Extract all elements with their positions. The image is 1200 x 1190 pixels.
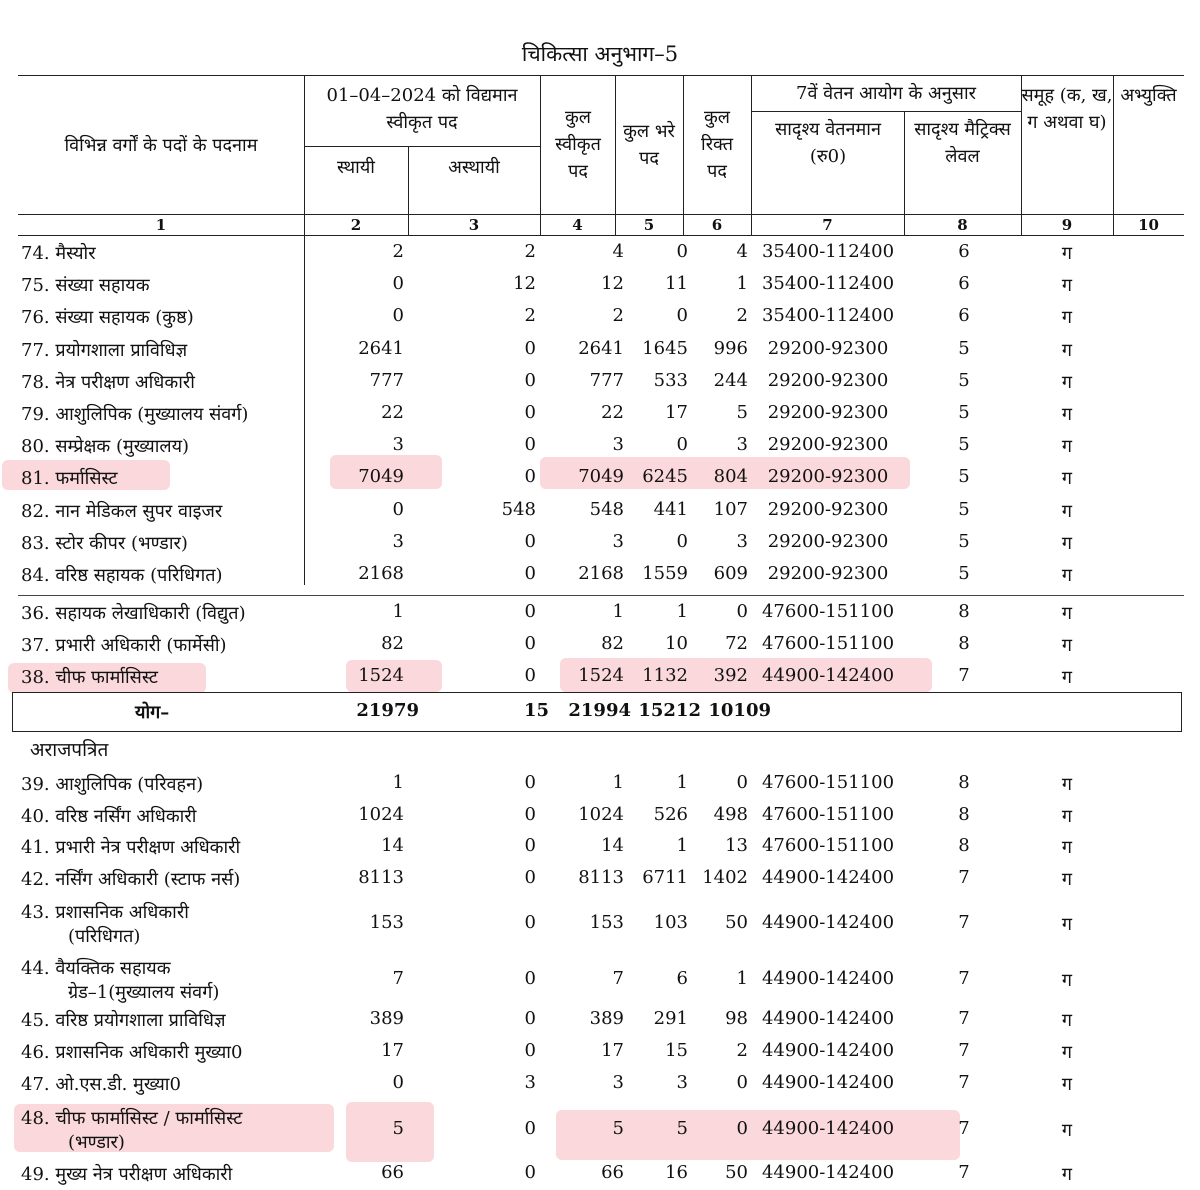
table-row <box>18 1158 1184 1190</box>
cell-temporary: 0 <box>524 369 536 391</box>
post-designation: 44. वैयक्तिक सहायक <box>21 958 171 979</box>
cell-matrix-level: 5 <box>958 563 970 584</box>
header-total-sanctioned: कुल स्वीकृत पद <box>555 107 601 182</box>
cell-matrix-level: 5 <box>958 369 970 391</box>
cell-permanent: 17 <box>381 1040 404 1061</box>
cell-total-filled: 441 <box>653 498 688 520</box>
cell-total-sanctioned: 548 <box>589 498 624 520</box>
cell-total-sanctioned: 14 <box>601 835 624 856</box>
cell-temporary: 0 <box>524 466 536 488</box>
cell-total-vacant: 50 <box>725 912 748 933</box>
cell-group: ग <box>1061 837 1073 858</box>
total-row <box>12 692 1182 732</box>
table-row <box>18 863 1184 895</box>
section-non-gazetted: अराजपत्रित <box>30 739 109 761</box>
cell-total-vacant: 498 <box>713 803 748 825</box>
cell-group: ग <box>1061 275 1073 297</box>
cell-matrix-level: 7 <box>958 665 970 686</box>
total-permanent: 21979 <box>356 700 419 721</box>
cell-total-filled: 526 <box>653 803 688 825</box>
cell-permanent: 1524 <box>358 665 404 686</box>
cell-group: ग <box>1061 1010 1073 1031</box>
cell-pay-scale: 29200-92300 <box>767 498 889 520</box>
cell-pay-scale: 47600-151100 <box>761 601 895 622</box>
cell-total-filled: 3 <box>676 1072 688 1093</box>
header-pay-group: 7वें वेतन आयोग के अनुसार <box>796 83 976 104</box>
table-row <box>18 1004 1184 1036</box>
post-designation: 83. स्टोर कीपर (भण्डार) <box>21 532 188 554</box>
table-row <box>18 1068 1184 1100</box>
cell-permanent: 153 <box>369 912 404 933</box>
table-row <box>18 831 1184 863</box>
cell-matrix-level: 5 <box>958 434 970 456</box>
cell-group: ग <box>1061 371 1073 393</box>
cell-permanent: 2168 <box>358 563 404 584</box>
cell-permanent: 7049 <box>358 466 404 488</box>
post-designation: 38. चीफ फार्मासिस्ट <box>21 667 158 688</box>
cell-group: ग <box>1061 243 1073 264</box>
cell-matrix-level: 6 <box>958 241 970 262</box>
post-designation-line2: ग्रेड–1(मुख्यालय संवर्ग) <box>68 982 220 1003</box>
cell-permanent: 0 <box>392 498 404 520</box>
cell-pay-scale: 44900-142400 <box>761 665 895 686</box>
post-designation: 40. वरिष्ठ नर्सिंग अधिकारी <box>21 805 197 827</box>
post-designation: 81. फर्मासिस्ट <box>21 468 118 490</box>
cell-total-vacant: 392 <box>713 665 748 686</box>
table-row <box>18 430 1184 462</box>
cell-pay-scale: 47600-151100 <box>761 803 895 825</box>
cell-group: ग <box>1061 404 1073 425</box>
cell-temporary: 0 <box>524 1118 536 1139</box>
cell-permanent: 1 <box>392 772 404 793</box>
cell-temporary: 0 <box>524 968 536 989</box>
cell-total-sanctioned: 3 <box>612 1072 624 1093</box>
cell-pay-scale: 29200-92300 <box>767 402 889 423</box>
table-row <box>18 952 1184 1006</box>
cell-total-filled: 6245 <box>642 466 688 488</box>
cell-total-sanctioned: 12 <box>601 273 624 295</box>
cell-total-sanctioned: 7049 <box>578 466 624 488</box>
cell-group: ग <box>1061 667 1073 688</box>
post-designation: 80. सम्प्रेक्षक (मुख्यालय) <box>21 436 190 458</box>
cell-total-filled: 5 <box>676 1118 688 1139</box>
header-matrix-level: सादृश्य मैट्रिक्स लेवल <box>914 119 1011 167</box>
cell-total-sanctioned: 22 <box>601 402 624 423</box>
cell-total-filled: 533 <box>653 369 688 391</box>
header-sanctioned-group: 01–04–2024 को विद्यमान स्वीकृत पद <box>326 85 518 133</box>
cell-total-vacant: 2 <box>736 1040 748 1061</box>
cell-pay-scale: 29200-92300 <box>767 563 889 584</box>
cell-temporary: 0 <box>524 835 536 856</box>
cell-matrix-level: 8 <box>958 835 970 856</box>
cell-matrix-level: 8 <box>958 601 970 622</box>
cell-temporary: 0 <box>524 803 536 825</box>
cell-total-sanctioned: 2168 <box>578 563 624 584</box>
post-designation: 49. मुख्य नेत्र परीक्षण अधिकारी <box>21 1164 233 1185</box>
table-row <box>18 1102 1184 1156</box>
cell-total-sanctioned: 2641 <box>578 337 624 359</box>
cell-matrix-level: 8 <box>958 772 970 793</box>
header-designation: विभिन्न वर्गों के पदों के पदनाम <box>64 135 258 156</box>
cell-total-sanctioned: 3 <box>612 434 624 456</box>
post-designation: 77. प्रयोगशाला प्राविधिज्ञ <box>21 339 188 361</box>
cell-matrix-level: 5 <box>958 402 970 423</box>
cell-total-filled: 1559 <box>642 563 688 584</box>
cell-temporary: 2 <box>524 241 536 262</box>
cell-total-vacant: 2 <box>736 305 748 327</box>
post-designation: 75. संख्या सहायक <box>21 275 150 297</box>
table-row <box>18 661 1184 693</box>
cell-group: ग <box>1061 1042 1073 1063</box>
cell-total-vacant: 0 <box>736 772 748 793</box>
cell-temporary: 0 <box>524 633 536 654</box>
header-total-vacant: कुल रिक्त पद <box>701 107 733 182</box>
post-designation: 46. प्रशासनिक अधिकारी मुख्या0 <box>21 1042 243 1063</box>
cell-total-sanctioned: 66 <box>601 1162 624 1183</box>
cell-total-sanctioned: 4 <box>612 241 624 262</box>
col-number: 1 <box>155 216 167 234</box>
cell-total-filled: 0 <box>676 241 688 262</box>
cell-pay-scale: 44900-142400 <box>761 1072 895 1093</box>
post-designation: 78. नेत्र परीक्षण अधिकारी <box>21 371 195 393</box>
cell-total-sanctioned: 777 <box>589 369 624 391</box>
cell-pay-scale: 47600-151100 <box>761 835 895 856</box>
cell-permanent: 7 <box>392 968 404 989</box>
cell-total-filled: 0 <box>676 434 688 456</box>
cell-pay-scale: 29200-92300 <box>767 530 889 552</box>
cell-pay-scale: 44900-142400 <box>761 1008 895 1029</box>
cell-total-sanctioned: 2 <box>612 305 624 327</box>
cell-temporary: 0 <box>524 402 536 423</box>
cell-temporary: 548 <box>501 498 536 520</box>
table-row <box>18 559 1184 591</box>
cell-permanent: 0 <box>392 305 404 327</box>
cell-matrix-level: 8 <box>958 803 970 825</box>
cell-temporary: 2 <box>524 305 536 327</box>
cell-pay-scale: 44900-142400 <box>761 912 895 933</box>
cell-matrix-level: 7 <box>958 912 970 933</box>
cell-pay-scale: 29200-92300 <box>767 466 889 488</box>
cell-group: ग <box>1061 774 1073 795</box>
table-row <box>18 1036 1184 1068</box>
cell-permanent: 389 <box>369 1008 404 1029</box>
post-designation: 45. वरिष्ठ प्रयोगशाला प्राविधिज्ञ <box>21 1010 226 1031</box>
table-row <box>18 269 1184 301</box>
cell-total-vacant: 72 <box>725 633 748 654</box>
cell-permanent: 3 <box>392 434 404 456</box>
header-total-filled: कुल भरे पद <box>623 121 675 169</box>
cell-total-vacant: 609 <box>713 563 748 584</box>
cell-temporary: 0 <box>524 665 536 686</box>
cell-group: ग <box>1061 500 1073 522</box>
post-designation: 84. वरिष्ठ सहायक (परिधिगत) <box>21 565 223 586</box>
cell-group: ग <box>1061 805 1073 827</box>
cell-matrix-level: 7 <box>958 866 970 888</box>
cell-temporary: 0 <box>524 601 536 622</box>
table-row <box>18 629 1184 661</box>
table-row <box>18 527 1184 559</box>
cell-total-filled: 1 <box>676 601 688 622</box>
cell-group: ग <box>1061 565 1073 586</box>
cell-matrix-level: 5 <box>958 530 970 552</box>
cell-temporary: 0 <box>524 337 536 359</box>
cell-total-sanctioned: 389 <box>589 1008 624 1029</box>
cell-temporary: 0 <box>524 866 536 888</box>
post-designation: 39. आशुलिपिक (परिवहन) <box>21 774 204 795</box>
col-number: 9 <box>1061 216 1073 234</box>
cell-total-filled: 15 <box>665 1040 688 1061</box>
cell-temporary: 12 <box>513 273 536 295</box>
cell-total-sanctioned: 1024 <box>578 803 624 825</box>
cell-permanent: 1024 <box>358 803 404 825</box>
post-designation: 41. प्रभारी नेत्र परीक्षण अधिकारी <box>21 837 241 858</box>
table-row <box>18 597 1184 629</box>
cell-total-vacant: 3 <box>736 434 748 456</box>
table-header <box>18 75 1184 236</box>
cell-permanent: 1 <box>392 601 404 622</box>
table-row <box>18 462 1184 494</box>
post-designation-line2: (परिधिगत) <box>68 926 141 947</box>
post-designation-line2: (भण्डार) <box>68 1132 125 1153</box>
cell-pay-scale: 29200-92300 <box>767 337 889 359</box>
header-pay-scale: सादृश्य वेतनमान (रु0) <box>775 119 881 167</box>
cell-group: ग <box>1061 339 1073 361</box>
cell-total-sanctioned: 1524 <box>578 665 624 686</box>
cell-total-sanctioned: 8113 <box>578 866 624 888</box>
cell-total-sanctioned: 1 <box>612 772 624 793</box>
cell-permanent: 777 <box>369 369 404 391</box>
cell-total-vacant: 1 <box>736 968 748 989</box>
cell-matrix-level: 5 <box>958 498 970 520</box>
cell-group: ग <box>1061 468 1073 490</box>
cell-total-vacant: 98 <box>725 1008 748 1029</box>
cell-total-vacant: 996 <box>713 337 748 359</box>
cell-total-vacant: 107 <box>713 498 748 520</box>
cell-permanent: 3 <box>392 530 404 552</box>
cell-total-vacant: 50 <box>725 1162 748 1183</box>
cell-total-vacant: 3 <box>736 530 748 552</box>
cell-total-vacant: 0 <box>736 601 748 622</box>
cell-pay-scale: 35400-112400 <box>761 305 895 327</box>
post-designation: 48. चीफ फार्मासिस्ट / फार्मासिस्ट <box>21 1108 243 1129</box>
cell-group: ग <box>1061 532 1073 554</box>
cell-matrix-level: 7 <box>958 1008 970 1029</box>
col-number: 6 <box>711 216 723 234</box>
cell-total-filled: 0 <box>676 530 688 552</box>
cell-matrix-level: 6 <box>958 273 970 295</box>
cell-total-filled: 6711 <box>642 866 688 888</box>
cell-group: ग <box>1061 868 1073 890</box>
post-designation: 36. सहायक लेखाधिकारी (विद्युत) <box>21 603 246 624</box>
post-designation: 76. संख्या सहायक (कुष्ठ) <box>21 307 194 329</box>
total-sanctioned: 21994 <box>568 700 631 721</box>
cell-temporary: 0 <box>524 1008 536 1029</box>
cell-pay-scale: 44900-142400 <box>761 866 895 888</box>
cell-total-filled: 1132 <box>642 665 688 686</box>
cell-group: ग <box>1061 436 1073 458</box>
header-permanent: स्थायी <box>337 157 375 178</box>
table-row <box>18 366 1184 398</box>
cell-matrix-level: 7 <box>958 1118 970 1139</box>
total-temporary: 15 <box>523 700 549 721</box>
cell-total-sanctioned: 3 <box>612 530 624 552</box>
col-number: 8 <box>957 216 968 234</box>
table-row <box>18 237 1184 269</box>
cell-temporary: 0 <box>524 434 536 456</box>
table-row <box>18 301 1184 333</box>
cell-pay-scale: 44900-142400 <box>761 1040 895 1061</box>
posts-table <box>18 75 1184 236</box>
cell-total-vacant: 804 <box>713 466 748 488</box>
col-number: 10 <box>1138 216 1159 234</box>
header-temporary: अस्थायी <box>448 157 500 178</box>
cell-permanent: 0 <box>392 1072 404 1093</box>
table-row <box>18 896 1184 950</box>
cell-total-sanctioned: 153 <box>589 912 624 933</box>
cell-total-filled: 16 <box>665 1162 688 1183</box>
cell-permanent: 82 <box>381 633 404 654</box>
post-designation: 43. प्रशासनिक अधिकारी <box>21 902 189 923</box>
cell-pay-scale: 47600-151100 <box>761 633 895 654</box>
cell-temporary: 0 <box>524 912 536 933</box>
table-row <box>18 800 1184 832</box>
table-row <box>18 768 1184 800</box>
cell-total-filled: 1 <box>676 772 688 793</box>
cell-pay-scale: 44900-142400 <box>761 1118 895 1139</box>
cell-total-sanctioned: 7 <box>612 968 624 989</box>
cell-temporary: 0 <box>524 772 536 793</box>
cell-pay-scale: 35400-112400 <box>761 241 895 262</box>
cell-group: ग <box>1061 970 1073 991</box>
cell-pay-scale: 35400-112400 <box>761 273 895 295</box>
page-title: चिकित्सा अनुभाग–5 <box>521 42 679 66</box>
cell-pay-scale: 44900-142400 <box>761 1162 895 1183</box>
cell-total-vacant: 13 <box>725 835 748 856</box>
cell-pay-scale: 47600-151100 <box>761 772 895 793</box>
post-designation: 79. आशुलिपिक (मुख्यालय संवर्ग) <box>21 404 249 425</box>
cell-group: ग <box>1061 603 1073 624</box>
cell-total-vacant: 244 <box>713 369 748 391</box>
cell-group: ग <box>1061 307 1073 329</box>
cell-temporary: 0 <box>524 1040 536 1061</box>
cell-group: ग <box>1061 635 1073 656</box>
cell-matrix-level: 5 <box>958 337 970 359</box>
cell-matrix-level: 6 <box>958 305 970 327</box>
cell-total-vacant: 0 <box>736 1118 748 1139</box>
table-row <box>18 334 1184 366</box>
cell-group: ग <box>1061 1120 1073 1141</box>
cell-total-filled: 10 <box>665 633 688 654</box>
post-designation: 74. मैस्योर <box>21 243 96 264</box>
cell-permanent: 8113 <box>358 866 404 888</box>
cell-permanent: 0 <box>392 273 404 295</box>
cell-matrix-level: 7 <box>958 1040 970 1061</box>
cell-temporary: 0 <box>524 1162 536 1183</box>
cell-matrix-level: 8 <box>958 633 970 654</box>
cell-temporary: 0 <box>524 563 536 584</box>
col-number: 4 <box>572 216 583 234</box>
post-designation: 42. नर्सिंग अधिकारी (स्टाफ नर्स) <box>21 868 241 890</box>
total-filled: 15212 <box>638 700 701 721</box>
cell-total-filled: 1 <box>676 835 688 856</box>
cell-temporary: 0 <box>524 530 536 552</box>
cell-matrix-level: 7 <box>958 968 970 989</box>
cell-total-filled: 6 <box>676 968 688 989</box>
col-number: 2 <box>350 216 362 234</box>
cell-total-vacant: 0 <box>736 1072 748 1093</box>
cell-permanent: 22 <box>381 402 404 423</box>
cell-total-vacant: 1 <box>736 273 748 295</box>
cell-total-vacant: 5 <box>736 402 748 423</box>
cell-total-filled: 0 <box>676 305 688 327</box>
cell-pay-scale: 29200-92300 <box>767 434 889 456</box>
header-group: समूह (क, ख, ग अथवा घ) <box>1021 85 1113 133</box>
header-remarks: अभ्युक्ति <box>1120 85 1177 106</box>
cell-total-vacant: 4 <box>736 241 748 262</box>
cell-total-filled: 1645 <box>642 337 688 359</box>
cell-total-sanctioned: 17 <box>601 1040 624 1061</box>
post-designation: 47. ओ.एस.डी. मुख्या0 <box>21 1074 181 1095</box>
cell-pay-scale: 44900-142400 <box>761 968 895 989</box>
cell-total-sanctioned: 5 <box>612 1118 624 1139</box>
cell-permanent: 5 <box>392 1118 404 1139</box>
cell-group: ग <box>1061 1164 1073 1185</box>
post-designation: 82. नान मेडिकल सुपर वाइजर <box>21 500 223 522</box>
cell-total-filled: 291 <box>653 1008 688 1029</box>
cell-temporary: 3 <box>524 1072 536 1093</box>
cell-total-filled: 17 <box>665 402 688 423</box>
cell-total-filled: 103 <box>653 912 688 933</box>
col-number: 7 <box>822 216 833 234</box>
cell-pay-scale: 29200-92300 <box>767 369 889 391</box>
cell-matrix-level: 7 <box>958 1162 970 1183</box>
cell-matrix-level: 5 <box>958 466 970 488</box>
post-designation: 37. प्रभारी अधिकारी (फार्मेसी) <box>21 635 227 656</box>
col-number: 3 <box>468 216 480 234</box>
cell-group: ग <box>1061 914 1073 935</box>
cell-permanent: 2 <box>392 241 404 262</box>
table-row <box>18 398 1184 430</box>
cell-matrix-level: 7 <box>958 1072 970 1093</box>
cell-total-sanctioned: 1 <box>612 601 624 622</box>
cell-group: ग <box>1061 1074 1073 1095</box>
cell-total-vacant: 1402 <box>702 866 748 888</box>
cell-permanent: 2641 <box>358 337 404 359</box>
cell-total-sanctioned: 82 <box>601 633 624 654</box>
col-number: 5 <box>643 216 655 234</box>
cell-permanent: 14 <box>381 835 404 856</box>
cell-total-filled: 11 <box>665 273 688 295</box>
cell-permanent: 66 <box>381 1162 404 1183</box>
total-vacant: 10109 <box>708 700 771 721</box>
table-row <box>18 495 1184 527</box>
total-label: योग– <box>135 702 170 723</box>
